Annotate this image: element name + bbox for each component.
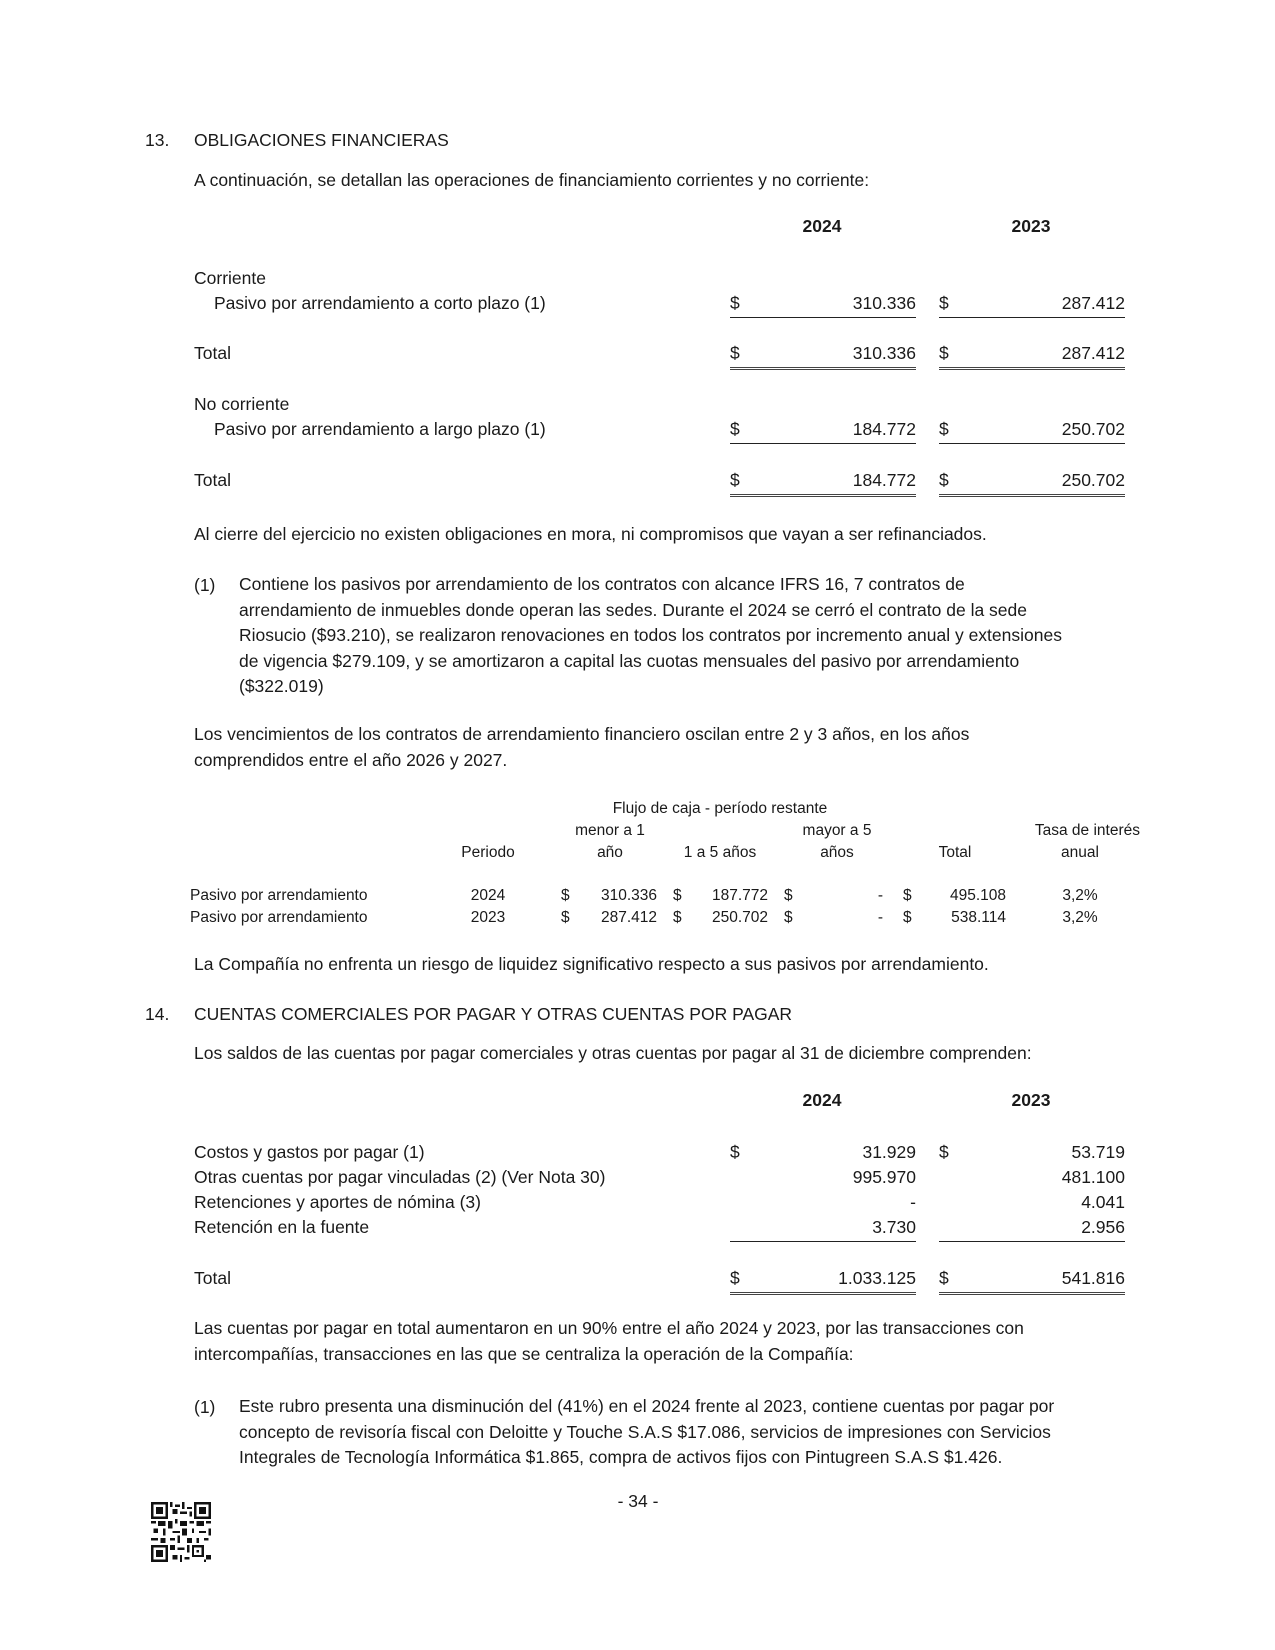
currency-symbol: $ (673, 887, 682, 904)
year-header-2024: 2024 (802, 216, 842, 236)
value: 3.730 (872, 1217, 916, 1237)
note-1-text (239, 1394, 1054, 1471)
summary-paragraph (194, 1316, 1024, 1367)
value-cell-2023 (939, 417, 1125, 444)
note-marker: (1) (194, 1397, 216, 1417)
row-label: Pasivo por arrendamiento (190, 887, 368, 904)
currency-symbol: $ (939, 293, 949, 313)
mayor: - (877, 887, 883, 904)
menor: 310.336 (600, 887, 657, 904)
value-cell-2024 (730, 1190, 916, 1216)
col-header-periodo: Periodo (461, 844, 515, 861)
section-13-title: OBLIGACIONES FINANCIERAS (194, 130, 449, 150)
value-cell-2024 (730, 1165, 916, 1191)
col-header-total: Total (938, 844, 972, 861)
paragraph-line: comprendidos entre el año 2026 y 2027. (194, 749, 508, 770)
qr-code-icon (151, 1502, 211, 1562)
group-label-corriente: Corriente (194, 268, 266, 288)
year-header-2023: 2023 (1011, 216, 1051, 236)
currency-symbol: $ (784, 909, 793, 926)
note-line: de vigencia $279.109, y se amortizaron a capital las cuotas mensuales del pasivo por arrendamiento (239, 650, 1020, 671)
value-cell-2024 (730, 1215, 916, 1242)
year-header-2023: 2023 (1011, 1090, 1051, 1110)
page-number: - 34 - (617, 1491, 659, 1511)
row-label: Otras cuentas por pagar vinculadas (2) (Ver Nota 30) (194, 1167, 606, 1187)
value-cell-2024 (730, 291, 916, 318)
periodo: 2024 (470, 887, 506, 904)
value-cell-2023 (939, 1215, 1125, 1242)
section-14-intro: Los saldos de las cuentas por pagar comerciales y otras cuentas por pagar al 31 de diciembre comprenden: (194, 1043, 1032, 1063)
col-header-mayor-2: años (820, 844, 854, 861)
note-line: Integrales de Tecnología Informática $1.865, compra de activos fijos con Pintugreen S.A.S $1.426. (239, 1447, 1003, 1467)
currency-symbol: $ (939, 1268, 949, 1288)
currency-symbol: $ (561, 909, 570, 926)
value: 250.702 (1061, 419, 1125, 439)
mayor: - (877, 909, 883, 926)
currency-symbol: $ (939, 1142, 949, 1162)
value: 287.412 (1061, 343, 1125, 363)
paragraph-line: intercompañías, transacciones en las que se centraliza la operación de la Compañía: (194, 1343, 854, 1364)
row-label: Pasivo por arrendamiento a largo plazo (1) (214, 419, 546, 439)
value: 4.041 (1081, 1192, 1125, 1212)
value-cell-2023 (939, 1190, 1125, 1216)
value: 184.772 (852, 470, 916, 490)
currency-symbol: $ (673, 909, 682, 926)
total-cell-2023 (939, 341, 1125, 370)
value: 310.336 (852, 343, 916, 363)
total: 538.114 (951, 909, 1006, 926)
cashflow-group-header-text: Flujo de caja - período restante (612, 800, 828, 817)
section-14-title: CUENTAS COMERCIALES POR PAGAR Y OTRAS CUENTAS POR PAGAR (194, 1004, 793, 1024)
currency-symbol: $ (730, 1142, 740, 1162)
col-header-1-5: 1 a 5 años (683, 844, 757, 861)
periodo: 2023 (470, 909, 506, 926)
total-cell-2024 (730, 341, 916, 370)
value: 184.772 (852, 419, 916, 439)
group-label-no-corriente: No corriente (194, 394, 290, 414)
value-cell-2023 (939, 1140, 1125, 1166)
year-header-2024: 2024 (802, 1090, 842, 1110)
total-cell-2024 (730, 1266, 916, 1295)
value: - (910, 1192, 916, 1212)
uno-cinco: 250.702 (711, 909, 768, 926)
total-cell-2023 (939, 1266, 1125, 1295)
note-line: Riosucio ($93.210), se realizaron renovaciones en todos los contratos por incremento anual y extensiones (239, 625, 1062, 645)
value: 995.970 (852, 1167, 916, 1187)
section-14-number: 14. (145, 1004, 170, 1024)
note-line: Contiene los pasivos por arrendamiento de los contratos con alcance IFRS 16, 7 contratos de (239, 574, 965, 594)
total-cell-2024 (730, 468, 916, 497)
currency-symbol: $ (903, 909, 912, 926)
paragraph-line: Los vencimientos de los contratos de arrendamiento financiero oscilan entre 2 y 3 años, en los años (194, 724, 970, 744)
note-line: Este rubro presenta una disminución del (41%) en el 2024 frente al 2023, contiene cuentas por pagar por (239, 1396, 1055, 1416)
menor: 287.412 (600, 909, 657, 926)
currency-symbol: $ (730, 470, 740, 490)
uno-cinco: 187.772 (711, 887, 768, 904)
row-label: Pasivo por arrendamiento (190, 909, 368, 926)
value-cell-2024 (730, 1140, 916, 1166)
note-1-text (239, 572, 1062, 700)
currency-symbol: $ (730, 1268, 740, 1288)
currency-symbol: $ (730, 293, 740, 313)
no-default-statement: Al cierre del ejercicio no existen obligaciones en mora, ni compromisos que vayan a ser refinanciados. (194, 524, 987, 544)
currency-symbol: $ (561, 887, 570, 904)
row-label: Retención en la fuente (194, 1217, 370, 1237)
value: 310.336 (852, 293, 916, 313)
value: 53.719 (1071, 1142, 1125, 1162)
note-line: arrendamiento de inmuebles donde operan las sedes. Durante el 2024 se cerró el contrato de la sede (239, 599, 1028, 620)
currency-symbol: $ (784, 887, 793, 904)
col-header-tasa-1: Tasa de interés (1034, 822, 1140, 839)
col-header-menor-2: año (597, 844, 623, 861)
tasa: 3,2% (1062, 887, 1098, 904)
liquidity-statement: La Compañía no enfrenta un riesgo de liquidez significativo respecto a sus pasivos por arrendamiento. (194, 954, 989, 974)
value: 1.033.125 (838, 1268, 916, 1288)
value: 250.702 (1061, 470, 1125, 490)
col-header-mayor-1: mayor a 5 (802, 822, 872, 839)
value: 31.929 (862, 1142, 916, 1162)
note-line: ($322.019) (239, 676, 324, 696)
currency-symbol: $ (939, 470, 949, 490)
paragraph-line: Las cuentas por pagar en total aumentaron en un 90% entre el año 2024 y 2023, por las transacciones con (194, 1318, 1024, 1338)
total-label: Total (194, 1268, 231, 1288)
maturity-paragraph (194, 722, 969, 773)
currency-symbol: $ (939, 419, 949, 439)
value: 541.816 (1061, 1268, 1125, 1288)
note-line: concepto de revisoría fiscal con Deloitte y Touche S.A.S $17.086, servicios de impresiones con Servicios (239, 1421, 1051, 1442)
total-label: Total (194, 470, 231, 490)
value: 287.412 (1061, 293, 1125, 313)
value-cell-2023 (939, 291, 1125, 318)
row-label: Retenciones y aportes de nómina (3) (194, 1192, 481, 1212)
col-header-menor-1: menor a 1 (575, 822, 645, 839)
currency-symbol: $ (730, 419, 740, 439)
tasa: 3,2% (1062, 909, 1098, 926)
total-label: Total (194, 343, 231, 363)
section-13-intro: A continuación, se detallan las operaciones de financiamiento corrientes y no corriente: (194, 170, 870, 190)
value-cell-2023 (939, 1165, 1125, 1191)
currency-symbol: $ (939, 343, 949, 363)
total-cell-2023 (939, 468, 1125, 497)
section-13-number: 13. (145, 130, 170, 150)
currency-symbol: $ (730, 343, 740, 363)
value-cell-2024 (730, 417, 916, 444)
total: 495.108 (949, 887, 1006, 904)
value: 2.956 (1081, 1217, 1125, 1237)
col-header-tasa-2: anual (1061, 844, 1099, 861)
note-marker: (1) (194, 575, 216, 595)
currency-symbol: $ (903, 887, 912, 904)
value: 481.100 (1061, 1167, 1125, 1187)
row-label: Costos y gastos por pagar (1) (194, 1142, 425, 1162)
row-label: Pasivo por arrendamiento a corto plazo (1) (214, 293, 546, 313)
